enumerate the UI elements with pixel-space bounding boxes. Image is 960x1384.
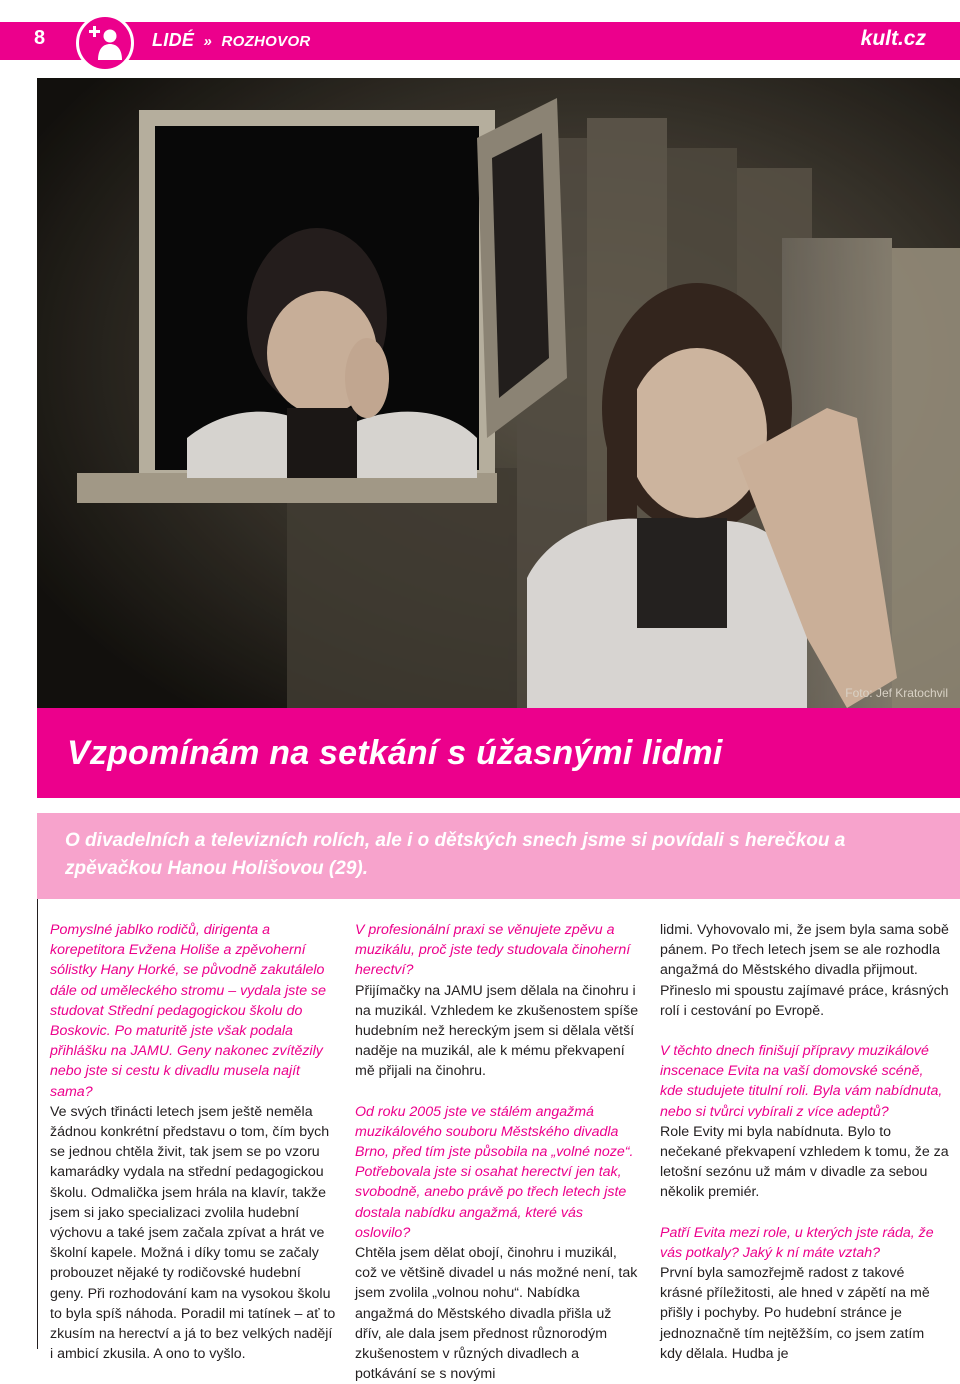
headline-box: [37, 708, 960, 798]
person-plus-icon: [90, 24, 124, 62]
answer: Role Evity mi byla nabídnuta. Bylo to nečekané překvapení vzhledem k tomu, že za letošní sezónu už mám v divadle za sebou několik premiér.: [660, 1123, 949, 1201]
question: V profesionální praxi se věnujete zpěvu a muzikálu, proč jste tedy studovala činoherní herectví?: [355, 922, 631, 979]
answer: První byla samozřejmě radost z takové krásné příležitosti, ale hned v zápětí na mě přišly i pochyby. Po hudební stránce je jednoznačně tím nejtěžším, co jsem zatím kdy dělala. Hudba je: [660, 1265, 930, 1362]
answer: Přijímačky na JAMU jsem dělala na činohru i na muzikál. Vzhledem ke zkušenostem spíše hudebním než hereckým jsem si dělala větší naděje na muzikál, ale k mému překvapení mě přijali na činohru.: [355, 982, 639, 1080]
lead-box: [37, 813, 960, 899]
section-label: [152, 30, 311, 51]
page-number: 8: [34, 27, 46, 49]
question: Pomyslné jablko rodičů, dirigenta a korepetitora Evžena Holiše a zpěvoherní sólistky Hany Horké, se původně zakutálelo dále od uměleckého stromu – vydala jste se studovat Střední pedagogickou školu do Boskovic. Po maturitě jste však podala přihlášku na JAMU. Geny nakonec zvítězily nebo jste si cestu k divadlu musela najít sama?: [50, 922, 327, 1100]
article-headline: Vzpomínám na setkání s úžasnými lidmi: [67, 734, 723, 772]
photo-credit: Foto: Jef Kratochvil: [845, 686, 948, 700]
page-header: [0, 0, 960, 78]
article-photo: [37, 78, 960, 708]
site-name: kult.cz: [860, 27, 926, 50]
answer: Ve svých třinácti letech jsem ještě neměla žádnou konkrétní představu o tom, čím bych se jednou chtěla živit, tak jsem se po vzoru kamarádky vydala na střední pedagogickou školu. Odmalička jsem hrála na klavír, takže jsem si jako specializaci zvolila hudební výchovu a také jsem začala zpívat a hrát ve školní kapele. Možná i díky tomu se začaly probouzet nějaké ty rodičovské hudební geny. Při rozhodování kam na vysokou školu to byla spíš náhoda. Poradil mi tatínek – ať to zkusím na herectví a já to bez velkých nadějí i ambicí zkusila. A ono to vyšlo.: [50, 1103, 336, 1363]
text-column-3: [660, 920, 950, 1364]
header-band: [0, 22, 960, 60]
text-column-2: [355, 920, 640, 1384]
subsection-name: ROZHOVOR: [221, 33, 311, 50]
question: Od roku 2005 jste ve stálém angažmá muzikálového souboru Městského divadla Brno, před tím jste působila na „volné noze“. Potřebovala jste si osahat herectví jen tak, svobodně, anebo právě po třech letech jste dostala nabídku angažmá, které vás oslovilo?: [355, 1103, 634, 1241]
column-rule: [37, 899, 38, 1349]
article-lead: O divadelních a televizních rolích, ale i o dětských snech jsme si povídali s herečkou a zpěvačkou Hanou Holišovou (29).: [65, 830, 846, 879]
question: V těchto dnech finišují přípravy muzikálové inscenace Evita na vaší domovské scéně, kde studujete titulní roli. Byla vám nabídnuta, nebo si tvůrci vybírali z více adeptů?: [660, 1043, 943, 1120]
question: Patří Evita mezi role, u kterých jste ráda, že vás potkaly? Jaký k ní máte vztah?: [660, 1224, 934, 1261]
text-column-1: [50, 920, 336, 1364]
section-name: LIDÉ: [152, 30, 195, 50]
answer: lidmi. Vyhovovalo mi, že jsem byla sama sobě pánem. Po třech letech jsem se ale rozhodla angažmá do Městského divadla přijmout. Přineslo mi spoustu zajímavé práce, krásných rolí i cestování po Evropě.: [660, 922, 949, 1019]
section-separator: »: [203, 33, 213, 50]
answer: Chtěla jsem dělat obojí, činohru i muzikál, což ve většině divadel u nás možné není, tak jsem zvolila „volnou nohu“. Nabídka angažmá do Městského divadla přišla už dřív, ale dala jsem přednost různorodým zkušenostem v různých divadlech a potkávání se s novými: [355, 1245, 638, 1383]
stage-photo-illustration: [37, 78, 960, 708]
